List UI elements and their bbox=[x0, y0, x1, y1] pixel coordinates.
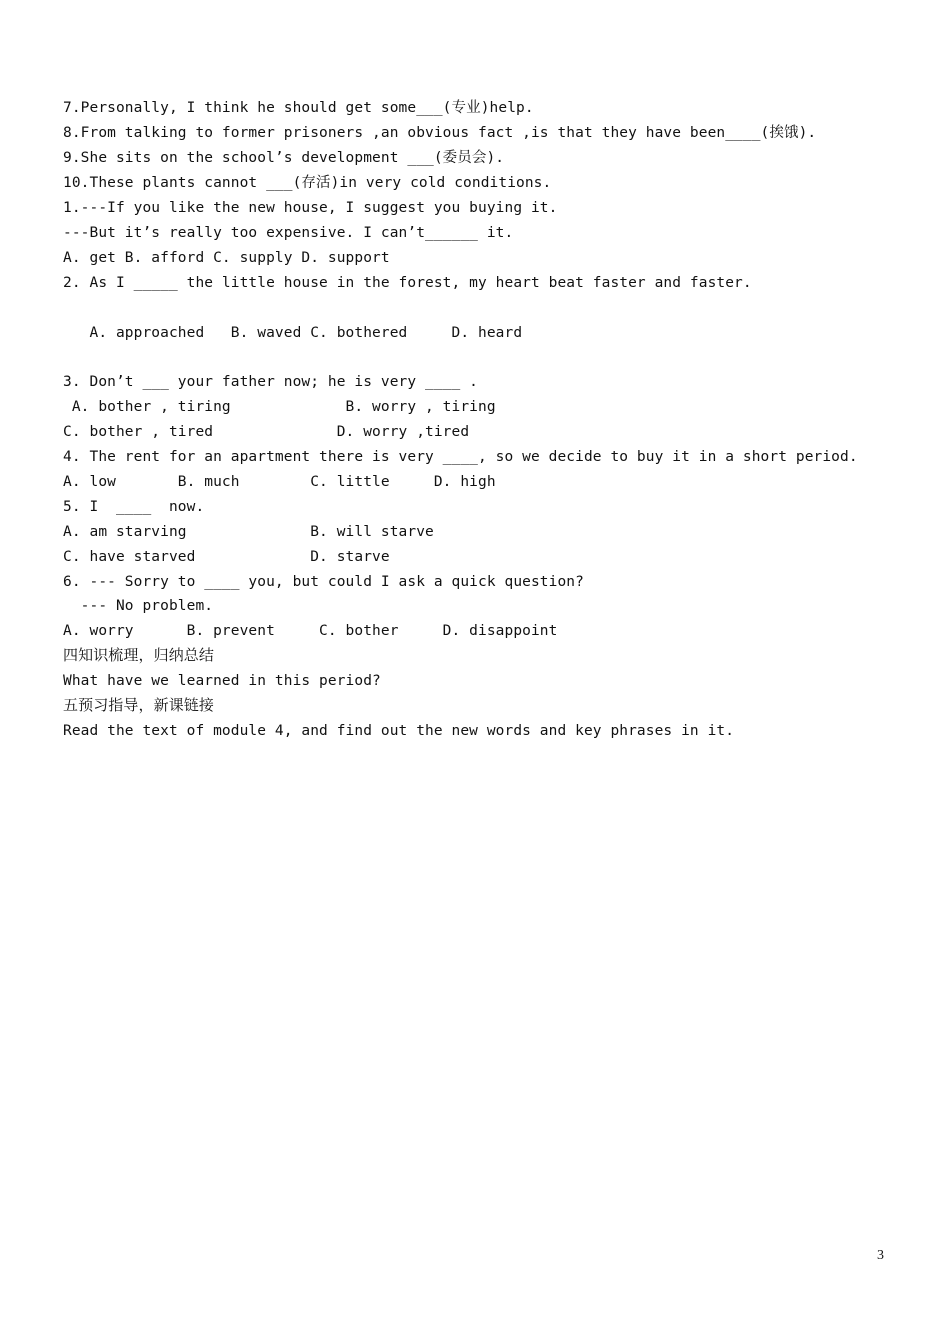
page-number: 3 bbox=[877, 1248, 884, 1263]
mc-question-6-line: 6. --- Sorry to ____ you, but could I ask a quick question? bbox=[63, 574, 584, 590]
mc-question-1-line: 1.---If you like the new house, I suggest you buying it. bbox=[63, 200, 558, 216]
section-4-heading: 四知识梳理，归纳总结 bbox=[63, 646, 215, 664]
section-4-question: What have we learned in this period? bbox=[63, 673, 381, 689]
question-10-line: 10.These plants cannot ___(存活)in very cold conditions. bbox=[63, 175, 552, 191]
mc-question-4-options: A. low B. much C. little D. high bbox=[63, 474, 496, 490]
mc-question-1-options: A. get B. afford C. supply D. support bbox=[63, 250, 390, 266]
mc-question-5-line: 5. I ____ now. bbox=[63, 499, 205, 515]
mc-question-5-options-ab: A. am starving B. will starve bbox=[63, 524, 434, 540]
question-7-line: 7.Personally, I think he should get some___(专业)help. bbox=[63, 100, 534, 116]
mc-question-5-options-cd: C. have starved D. starve bbox=[63, 549, 390, 565]
mc-question-3-line: 3. Don’t ___ your father now; he is very ____ . bbox=[63, 374, 478, 390]
mc-question-2-line: 2. As I _____ the little house in the forest, my heart beat faster and faster. bbox=[63, 275, 752, 291]
mc-question-1-reply: ---But it’s really too expensive. I can’t______ it. bbox=[63, 225, 514, 241]
section-5-instruction: Read the text of module 4, and find out the new words and key phrases in it. bbox=[63, 723, 735, 739]
mc-question-4-line: 4. The rent for an apartment there is very ____, so we decide to buy it in a short period. bbox=[63, 449, 858, 465]
question-9-line: 9.She sits on the school’s development ___(委员会). bbox=[63, 150, 505, 166]
question-8-line: 8.From talking to former prisoners ,an obvious fact ,is that they have been____(挨饿). bbox=[63, 125, 817, 141]
mc-question-6-options: A. worry B. prevent C. bother D. disappoint bbox=[63, 623, 558, 639]
mc-question-6-reply: --- No problem. bbox=[63, 598, 214, 614]
mc-question-3-options-ab: A. bother , tiring B. worry , tiring bbox=[63, 399, 496, 415]
section-5-heading: 五预习指导，新课链接 bbox=[63, 696, 215, 714]
mc-question-2-options: A. approached B. waved C. bothered D. heard bbox=[63, 325, 523, 341]
mc-question-3-options-cd: C. bother , tired D. worry ,tired bbox=[63, 424, 470, 440]
